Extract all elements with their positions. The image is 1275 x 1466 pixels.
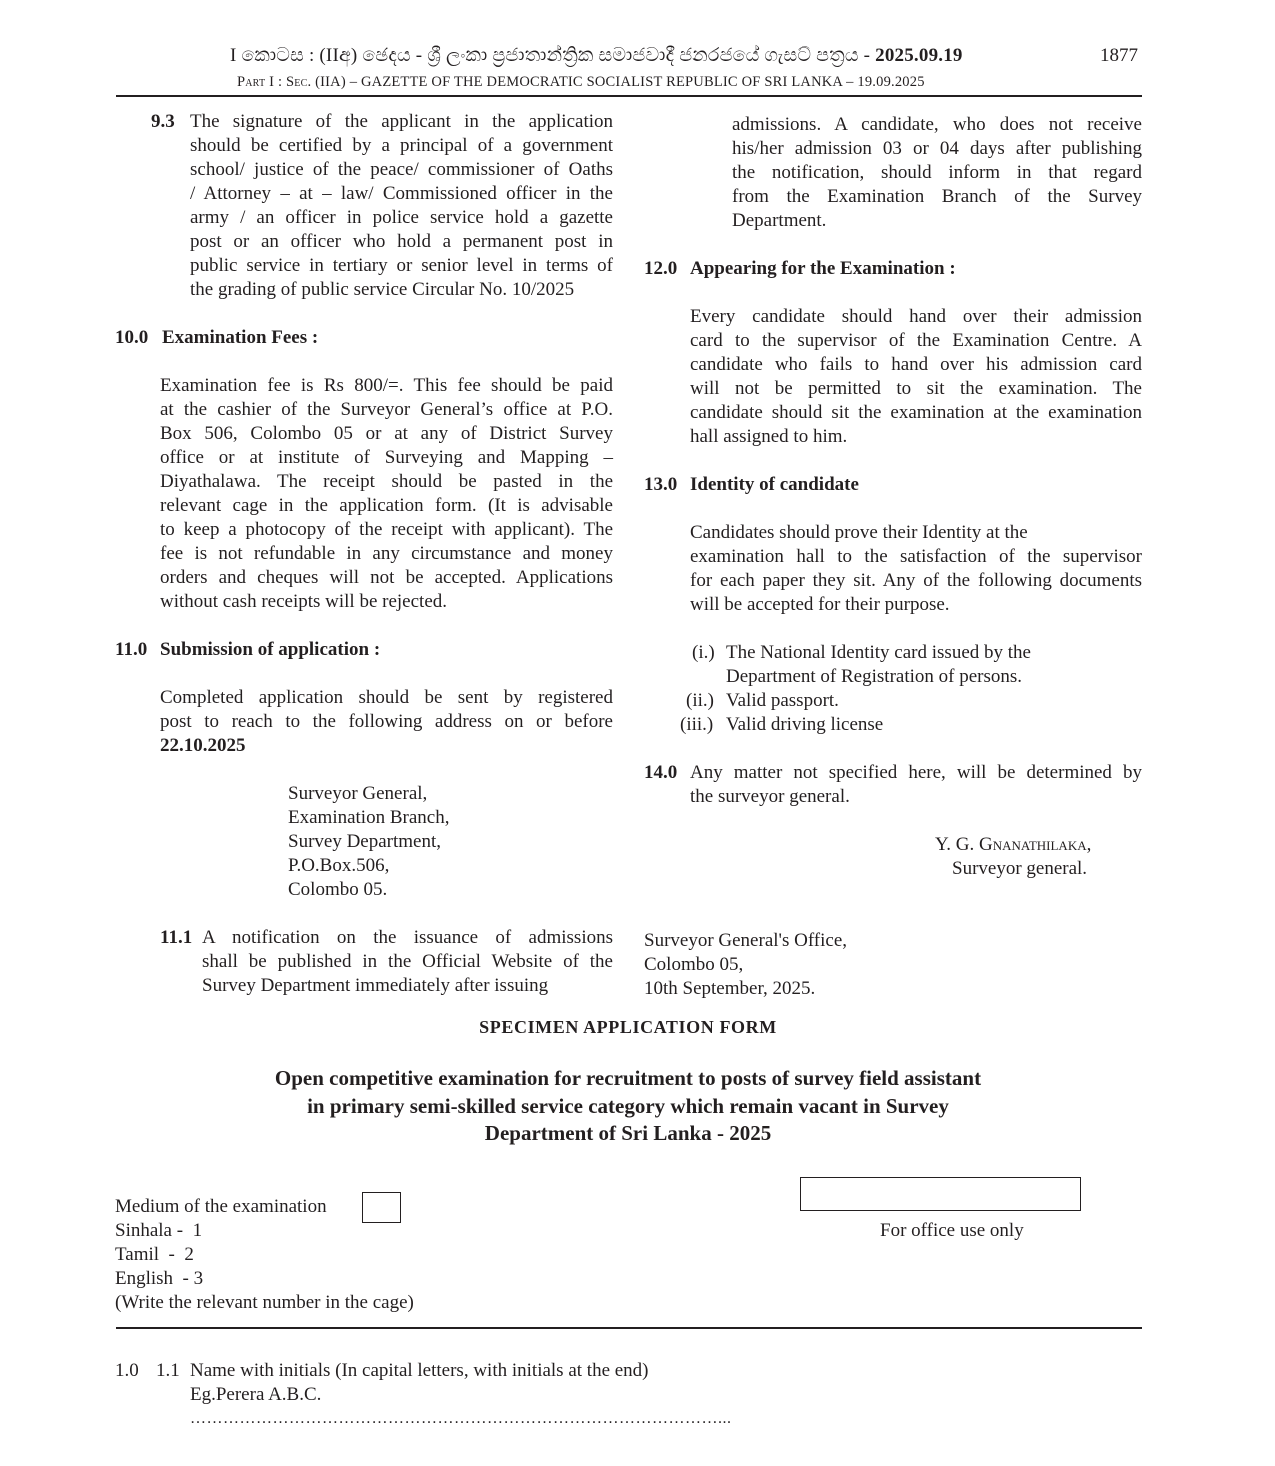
- text-line: hall assigned to him.: [690, 426, 848, 447]
- text-line: Completed application should be sent by registered: [160, 687, 613, 708]
- text-line: A notification on the issuance of admissions: [202, 927, 613, 948]
- text-line: school/ justice of the peace/ commissioner of Oaths: [190, 159, 613, 180]
- medium-option: English - 3: [115, 1268, 204, 1289]
- text-line: The National Identity card issued by the: [726, 642, 1031, 663]
- text-line: Any matter not specified here, will be determined by: [690, 762, 1142, 783]
- text-line: army / an officer in police service hold a gazette: [190, 207, 613, 228]
- question-1-number: 1.0: [115, 1360, 139, 1381]
- identity-item-2: Valid passport.: [726, 690, 839, 711]
- section-11-1-continued: [732, 113, 1142, 233]
- text-line: examination hall to the satisfaction of the supervisor: [690, 546, 1142, 567]
- section-13-number: 13.0: [644, 474, 678, 495]
- question-1-1-number: 1.1: [156, 1360, 180, 1381]
- office-line: Colombo 05,: [644, 954, 744, 975]
- identity-item-mark: (i.): [692, 642, 715, 663]
- header-sinhala-date: 2025.09.19: [875, 45, 963, 66]
- section-10-text: [160, 374, 613, 614]
- text-line: Diyathalawa. The receipt should be pasted in the: [160, 471, 613, 492]
- office-use-label: For office use only: [880, 1220, 1024, 1241]
- text-line: fee is not refundable in any circumstance and money: [160, 543, 613, 564]
- text-line: candidate who fails to hand over his admission card: [690, 354, 1142, 375]
- identity-item-3: Valid driving license: [726, 714, 884, 735]
- section-12-text: [690, 305, 1142, 449]
- text-line: to keep a photocopy of the receipt with applicant). The: [160, 519, 613, 540]
- section-9-3-text: [190, 110, 613, 302]
- section-11-text: [160, 686, 613, 758]
- identity-item-mark: (ii.): [686, 690, 714, 711]
- text-line: card to the supervisor of the Examination Centre. A: [690, 330, 1142, 351]
- text-line: Department of Registration of persons.: [726, 666, 1023, 687]
- text-line: should be certified by a principal of a government: [190, 135, 613, 156]
- gazette-header-english: Part I : Sec. (IIA) – GAZETTE OF THE DEMOCRATIC SOCIALIST REPUBLIC OF SRI LANKA – 19.09.2025: [237, 74, 925, 90]
- form-title: [0, 1065, 1256, 1148]
- name-input-dotted-line[interactable]: ……………………………………………………………………………………...: [190, 1410, 732, 1427]
- text-line: post or an officer who hold a permanent post in: [190, 231, 613, 252]
- form-heading: SPECIMEN APPLICATION FORM: [479, 1017, 777, 1037]
- address-line: Surveyor General,: [288, 783, 428, 804]
- text-line: the surveyor general.: [690, 786, 850, 807]
- medium-label: Medium of the examination: [115, 1196, 327, 1217]
- section-10-number: 10.0: [115, 327, 149, 348]
- text-line: will be accepted for their purpose.: [690, 594, 950, 615]
- text-line: public service in tertiary or senior level in terms of: [190, 255, 613, 276]
- office-line: 10th September, 2025.: [644, 978, 816, 999]
- issuing-office: [644, 929, 847, 1001]
- text-line: shall be published in the Official Website of the: [202, 951, 613, 972]
- text-line: the grading of public service Circular No. 10/2025: [190, 279, 575, 300]
- section-11-title: Submission of application :: [160, 639, 381, 660]
- text-line: his/her admission 03 or 04 days after publishing: [732, 138, 1142, 159]
- text-line: admissions. A candidate, who does not receive: [732, 114, 1142, 135]
- address-line: Examination Branch,: [288, 807, 450, 828]
- form-title-line: Open competitive examination for recruitment to posts of survey field assistant: [274, 1066, 982, 1090]
- text-line: Department.: [732, 210, 827, 231]
- section-12-title: Appearing for the Examination :: [690, 258, 956, 279]
- section-14-number: 14.0: [644, 762, 678, 783]
- form-title-line: Department of Sri Lanka - 2025: [484, 1121, 772, 1145]
- text-line: at the cashier of the Surveyor General’s office at P.O.: [160, 399, 613, 420]
- identity-item-mark: (iii.): [680, 714, 714, 735]
- text-line: Candidates should prove their Identity at the: [690, 522, 1028, 543]
- address-line: Colombo 05.: [288, 879, 388, 900]
- header-sinhala-text: I කොටස : (IIඅ) ඡෙදය - ශ්‍රී ලංකා ප්‍රජාතාන්ත්‍රික සමාජවාදී ජනරජයේ ගැසට් පත්‍රය -: [230, 45, 876, 66]
- deadline-date: 22.10.2025: [160, 735, 246, 756]
- text-line: Box 506, Colombo 05 or at any of District Survey: [160, 423, 613, 444]
- question-1-1-label: Name with initials (In capital letters, with initials at the end): [190, 1360, 649, 1381]
- text-line: The signature of the applicant in the application: [190, 111, 613, 132]
- text-line: / Attorney – at – law/ Commissioned officer in the: [190, 183, 613, 204]
- question-1-1-example: Eg.Perera A.B.C.: [190, 1384, 322, 1405]
- text-line: will not be permitted to sit the examination. The: [690, 378, 1142, 399]
- text-line: Examination fee is Rs 800/=. This fee should be paid: [160, 375, 613, 396]
- office-use-box[interactable]: [800, 1177, 1081, 1211]
- section-14-text: [690, 761, 1142, 809]
- header-rule: [116, 95, 1142, 97]
- signatory-name: Y. G. Gnanathilaka,: [935, 834, 1092, 855]
- text-line: post to reach to the following address on or before: [160, 711, 613, 732]
- text-line: orders and cheques will not be accepted. Applications: [160, 567, 613, 588]
- text-line: the notification, should inform in that regard: [732, 162, 1142, 183]
- address-block: [288, 782, 449, 902]
- text-line: from the Examination Branch of the Survey: [732, 186, 1142, 207]
- text-line: Survey Department immediately after issuing: [202, 975, 549, 996]
- signatory-title: Surveyor general.: [952, 858, 1088, 879]
- page-number: 1877: [1100, 45, 1138, 66]
- address-line: Survey Department,: [288, 831, 442, 852]
- identity-item-1: [726, 641, 1142, 689]
- address-line: P.O.Box.506,: [288, 855, 390, 876]
- medium-note: (Write the relevant number in the cage): [115, 1292, 414, 1313]
- gazette-header-sinhala: [230, 44, 1050, 68]
- medium-option: Tamil - 2: [115, 1244, 194, 1265]
- text-line: relevant cage in the application form. (It is advisable: [160, 495, 613, 516]
- medium-options: [115, 1219, 414, 1315]
- form-title-line: in primary semi-skilled service category which remain vacant in Survey: [307, 1093, 949, 1118]
- section-9-3-number: 9.3: [151, 111, 175, 132]
- section-13-title: Identity of candidate: [690, 474, 859, 495]
- section-11-number: 11.0: [115, 639, 148, 660]
- office-line: Surveyor General's Office,: [644, 930, 848, 951]
- text-line: for each paper they sit. Any of the following documents: [690, 570, 1142, 591]
- section-11-1-text: [202, 926, 613, 998]
- text-line: office or at institute of Surveying and Mapping –: [160, 447, 613, 468]
- section-10-title: Examination Fees :: [162, 327, 319, 348]
- section-11-1-number: 11.1: [160, 927, 193, 948]
- text-line: Every candidate should hand over their admission: [690, 306, 1142, 327]
- text-line: candidate should sit the examination at the examination: [690, 402, 1142, 423]
- form-divider: [116, 1327, 1142, 1329]
- section-12-number: 12.0: [644, 258, 678, 279]
- medium-option: Sinhala - 1: [115, 1220, 203, 1241]
- text-line: without cash receipts will be rejected.: [160, 591, 448, 612]
- section-13-text: [690, 521, 1142, 617]
